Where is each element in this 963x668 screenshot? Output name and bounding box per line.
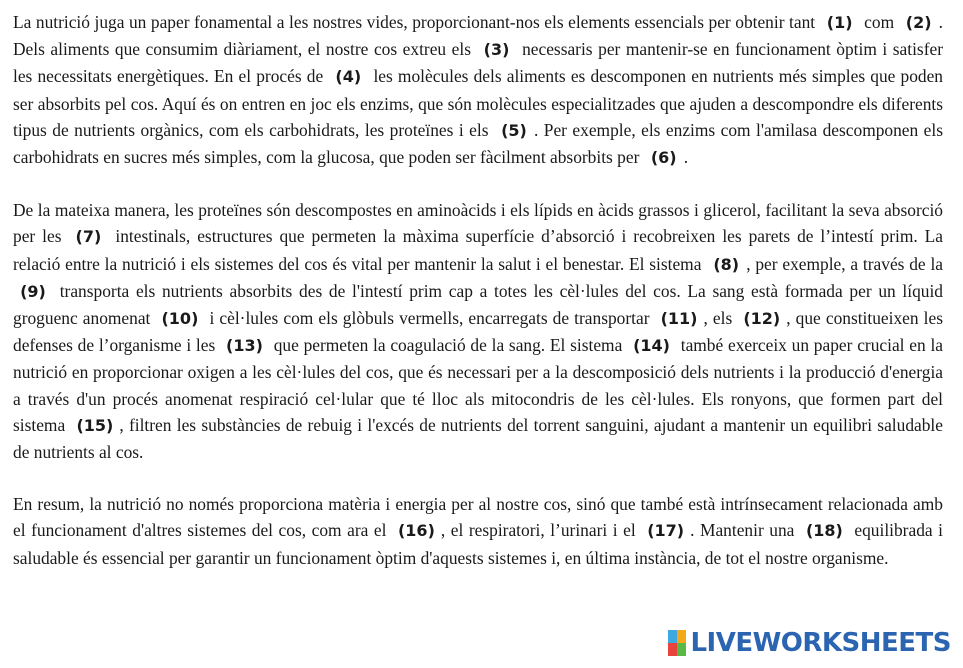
text-segment: , els	[703, 308, 738, 329]
liveworksheets-logo-icon	[668, 630, 686, 656]
text-segment: , que constitueixen les defenses de l’organisme i les	[13, 308, 943, 356]
paragraph-1	[13, 9, 943, 171]
answer-blank[interactable]: (6)	[650, 148, 677, 168]
text-segment: . Per exemple, els enzims com l'amilasa descomponen els carbohidrats en sucres més simples, com la glucosa, que poden ser fàcilment absorbits per	[13, 119, 944, 168]
answer-blank[interactable]: (17)	[647, 521, 685, 541]
paragraph-3	[13, 491, 943, 571]
text-segment: De la mateixa manera, les proteïnes són descompostes en aminoàcids i els lípids en àcids grassos i glicerol, facilitant la seva absorció per les	[13, 200, 943, 247]
answer-blank[interactable]: (7)	[75, 227, 102, 247]
text-segment: equilibrada i saludable és essencial per garantir un funcionament òptim d'aquests sistemes i, en última instància, de tot el nostre organisme.	[13, 520, 943, 568]
text-segment: i cèl·lules com els glòbuls vermells, encarregats de transportar	[204, 308, 655, 329]
answer-blank[interactable]: (1)	[826, 13, 853, 32]
answer-blank[interactable]: (14)	[633, 336, 670, 356]
text-segment: necessaris per mantenir-se en funcionament òptim i satisfer les necessitats energètiques. En el procés de	[13, 39, 943, 87]
answer-blank[interactable]: (8)	[713, 254, 740, 274]
answer-blank[interactable]: (5)	[501, 120, 527, 140]
text-segment: .	[683, 147, 689, 168]
answer-blank[interactable]: (15)	[76, 415, 114, 435]
text-segment: , filtren les substàncies de rebuig i l'excés de nutrients del torrent sanguini, ajudant a mantenir un equilibri saludable de nutrients al cos.	[13, 414, 943, 463]
logo-text: LIVEWORKSHEETS	[690, 628, 951, 658]
answer-blank[interactable]: (10)	[161, 309, 199, 329]
paragraph-2	[13, 197, 943, 465]
text-segment: , el respiratori, l’urinari i el	[440, 520, 642, 541]
text-segment: que permeten la coagulació de la sang. El sistema	[268, 335, 628, 356]
text-segment: La nutrició juga un paper fonamental a les nostres vides, proporcionant-nos els elements essencials per obtenir tant	[13, 12, 820, 32]
text-segment: transporta els nutrients absorbits des de l'intestí prim cap a totes les cèl·lules del cos. La sang està formada per un líquid groguenc anomenat	[13, 280, 943, 329]
text-segment: . Dels aliments que consumim diàriament, el nostre cos extreu els	[13, 12, 943, 60]
text-segment: també exerceix un paper crucial en la nutrició en proporcionar oxigen a les cèl·lules del cos, que és necessari per a la descomposició dels nutrients i la producció d'energia a través d'un procés anomenat respiració cel·lular que té lloc als mitocondris de les cèl·lules. Els ronyons, que formen part del sistema	[13, 335, 943, 435]
answer-blank[interactable]: (16)	[397, 521, 435, 541]
answer-blank[interactable]: (11)	[660, 309, 698, 329]
answer-blank[interactable]: (3)	[483, 40, 510, 60]
answer-blank[interactable]: (2)	[905, 13, 932, 32]
answer-blank[interactable]: (4)	[335, 67, 362, 87]
answer-blank[interactable]: (12)	[743, 309, 781, 329]
text-segment: , per exemple, a través de la	[746, 253, 943, 274]
text-segment: intestinals, estructures que permeten la màxima superfície d’absorció i recobreixen les parets de l’intestí prim. La relació entre la nutrició i els sistemes del cos és vital per mantenir la salut i el benestar. El sistema	[13, 226, 943, 274]
text-segment: En resum, la nutrició no només proporciona matèria i energia per al nostre cos, sinó que també està intrínsecament relacionada amb el funcionament d'altres sistemes del cos, com ara el	[13, 494, 943, 541]
liveworksheets-logo	[668, 628, 951, 658]
text-segment: com	[859, 12, 899, 32]
text-segment: les molècules dels aliments es descomponen en nutrients més simples que poden ser absorbits pel cos. Aquí és on entren en joc els enzims, que són molècules especialitzades que ajuden a descompondre els diferents tipus de nutrients orgànics, com els carbohidrats, les proteïnes i els	[13, 66, 944, 140]
worksheet-text	[13, 9, 943, 571]
answer-blank[interactable]: (9)	[20, 281, 46, 301]
answer-blank[interactable]: (13)	[226, 336, 263, 356]
text-segment: . Mantenir una	[690, 520, 800, 541]
answer-blank[interactable]: (18)	[805, 521, 843, 541]
